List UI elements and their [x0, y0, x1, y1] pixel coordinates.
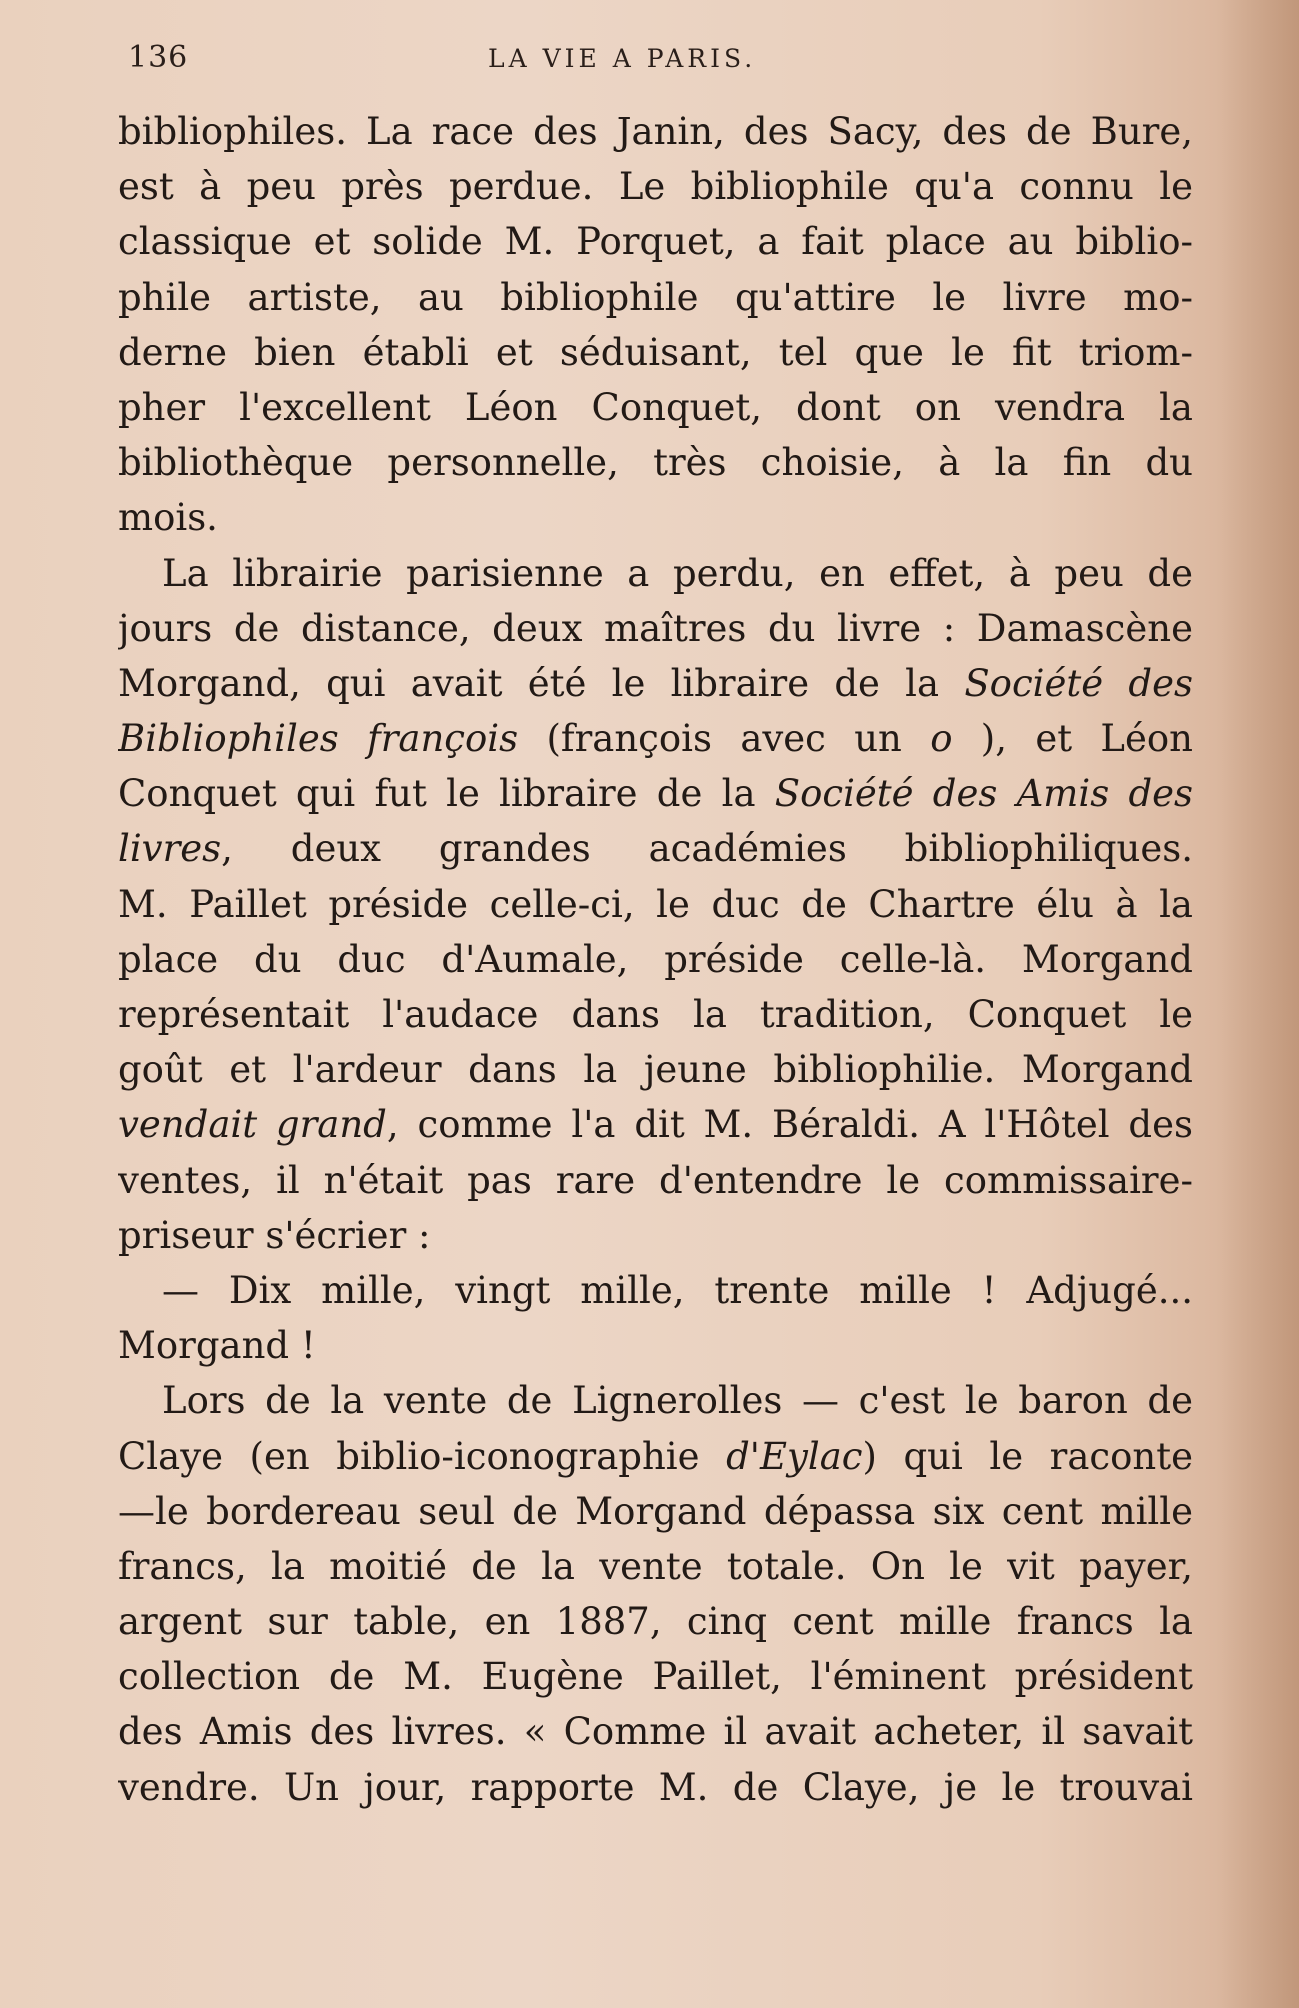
- text-line: classique et solide M. Porquet, a fait place au biblio-: [118, 220, 1193, 264]
- italic-title: Société des: [964, 661, 1193, 705]
- text-line: Morgand !: [118, 1324, 316, 1368]
- italic-letter: o: [930, 717, 953, 761]
- text-line: ventes, il n'était pas rare d'entendre le commissaire-: [118, 1158, 1193, 1202]
- text-line: jours de distance, deux maîtres du livre : Damascène: [118, 606, 1193, 650]
- text-line: vendre. Un jour, rapporte M. de Claye, je le trouvai: [118, 1765, 1193, 1809]
- text-line: vendait grand, comme l'a dit M. Béraldi. A l'Hôtel des: [118, 1103, 1193, 1147]
- text-line: bibliophiles. La race des Janin, des Sacy, des de Bure,: [118, 110, 1193, 153]
- running-header: [118, 40, 1193, 80]
- italic-title: Société des Amis des: [774, 772, 1193, 816]
- text-line: M. Paillet préside celle-ci, le duc de Chartre élu à la: [118, 882, 1193, 926]
- text-line: francs, la moitié de la vente totale. On le vit payer,: [118, 1544, 1193, 1588]
- text-line: — Dix mille, vingt mille, trente mille ! Adjugé...: [162, 1268, 1193, 1312]
- text-line: mois.: [118, 496, 218, 540]
- italic-phrase: vendait grand: [118, 1103, 387, 1147]
- text-line: livres, deux grandes académies bibliophiliques.: [118, 827, 1193, 871]
- text-line: goût et l'ardeur dans la jeune bibliophilie. Morgand: [118, 1048, 1193, 1092]
- text-line: collection de M. Eugène Paillet, l'éminent président: [118, 1655, 1193, 1699]
- page-edge-shadow: [1219, 0, 1299, 2008]
- text-line: —le bordereau seul de Morgand dépassa six cent mille: [118, 1489, 1193, 1533]
- text-line: phile artiste, au bibliophile qu'attire le livre mo-: [118, 275, 1193, 319]
- text-line: place du duc d'Aumale, préside celle-là. Morgand: [118, 937, 1193, 981]
- italic-title: Bibliophiles françois: [118, 717, 519, 761]
- italic-title: livres: [118, 827, 222, 871]
- text-line: bibliothèque personnelle, très choisie, à la fin du: [118, 441, 1193, 485]
- text-line: Morgand, qui avait été le libraire de la Société des: [118, 661, 1193, 705]
- italic-name: d'Eylac: [726, 1434, 863, 1478]
- text-line: priseur s'écrier :: [118, 1213, 431, 1257]
- text-line: pher l'excellent Léon Conquet, dont on vendra la: [118, 385, 1193, 429]
- text-line: Conquet qui fut le libraire de la Société des Amis des: [118, 772, 1193, 816]
- body-text: [118, 104, 1193, 1815]
- text-line: derne bien établi et séduisant, tel que le fit triom-: [118, 330, 1193, 374]
- running-title: LA VIE A PARIS.: [488, 44, 757, 73]
- text-line: des Amis des livres. « Comme il avait acheter, il savait: [118, 1710, 1193, 1754]
- text-line: Bibliophiles françois (françois avec un o ), et Léon: [118, 717, 1193, 761]
- text-line: La librairie parisienne a perdu, en effet, à peu de: [162, 551, 1193, 595]
- text-line: est à peu près perdue. Le bibliophile qu'a connu le: [118, 165, 1193, 209]
- text-line: argent sur table, en 1887, cinq cent mille francs la: [118, 1600, 1193, 1644]
- text-line: représentait l'audace dans la tradition, Conquet le: [118, 993, 1193, 1036]
- page-number: 136: [128, 40, 189, 75]
- text-line: Lors de la vente de Lignerolles — c'est le baron de: [162, 1379, 1193, 1423]
- text-line: Claye (en biblio-iconographie d'Eylac) qui le raconte: [118, 1434, 1193, 1478]
